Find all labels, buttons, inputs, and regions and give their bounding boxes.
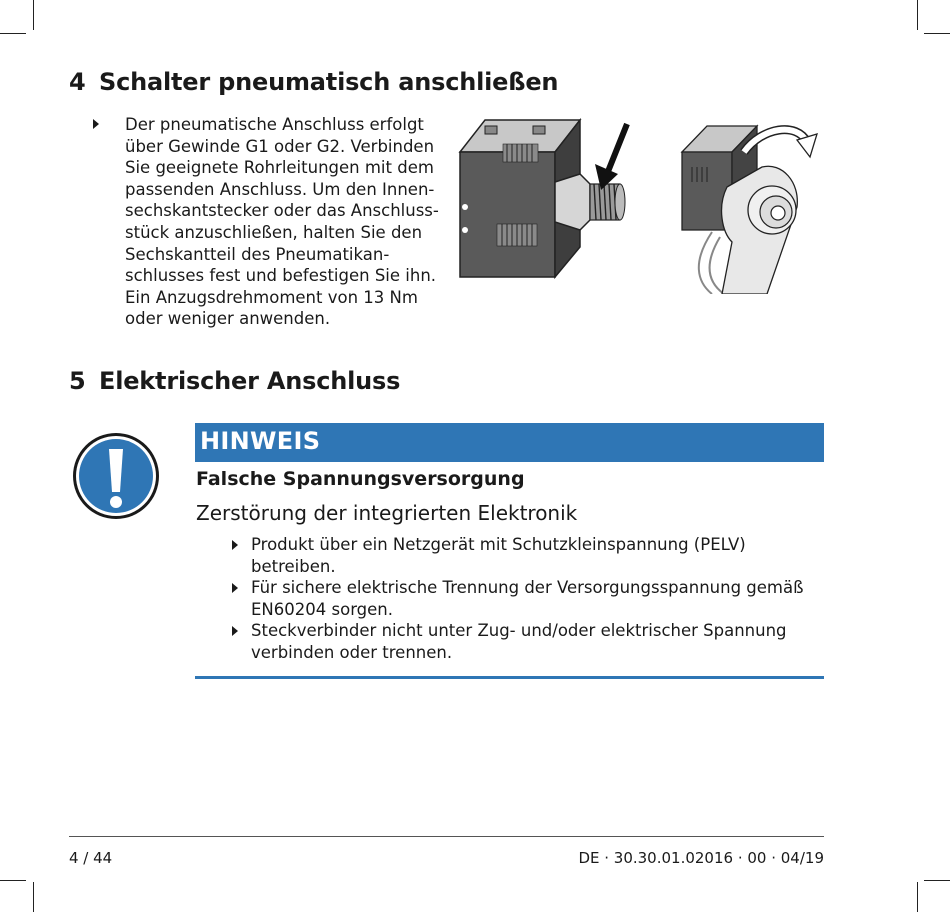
bullet-arrow-icon: [232, 583, 238, 593]
bullet-arrow-icon: [93, 119, 99, 129]
list-item-line: verbinden oder trennen.: [251, 642, 453, 662]
crop-mark: [917, 882, 918, 912]
crop-mark: [924, 33, 950, 34]
crop-mark: [917, 0, 918, 30]
bullet-arrow-icon: [232, 626, 238, 636]
paragraph-line: Der pneumatische Anschluss erfolgt: [125, 115, 424, 134]
section-5-heading: [69, 367, 400, 395]
notice-bottom-rule: [195, 676, 824, 679]
section-number: 4: [69, 68, 86, 96]
list-item: [232, 577, 832, 620]
paragraph-line: stück anzuschließen, halten Sie den: [125, 222, 423, 242]
section-4-heading: [69, 68, 558, 96]
paragraph-line: sechskantstecker oder das Anschluss-: [125, 201, 439, 221]
document-reference: DE · 30.30.01.02016 · 00 · 04/19: [578, 849, 824, 867]
list-item-line: betreiben.: [251, 556, 336, 576]
section-number: 5: [69, 367, 86, 395]
section-title: Schalter pneumatisch anschließen: [99, 68, 559, 96]
notice-header-bar: [195, 423, 824, 462]
bullet-arrow-icon: [232, 540, 238, 550]
crop-mark: [0, 33, 26, 34]
notice-instruction-list: [232, 534, 832, 664]
paragraph-line: Sie geeignete Rohrleitungen mit dem: [125, 158, 434, 178]
paragraph-line: Ein Anzugsdrehmoment von 13 Nm: [125, 287, 418, 307]
crop-mark: [33, 0, 34, 30]
section-title: Elektrischer Anschluss: [99, 367, 401, 395]
mandatory-exclamation-icon: [72, 432, 160, 520]
list-item-line: Für sichere elektrische Trennung der Versorgungsspannung gemäß: [251, 578, 804, 598]
list-item: [232, 620, 832, 663]
page-number: 4 / 44: [69, 849, 113, 867]
notice-label: HINWEIS: [200, 427, 321, 455]
crop-mark: [924, 880, 950, 881]
instruction-paragraph: [93, 114, 453, 330]
list-item-line: Produkt über ein Netzgerät mit Schutzkleinspannung (PELV): [251, 535, 746, 554]
crop-mark: [0, 880, 26, 881]
paragraph-line: passenden Anschluss. Um den Innen-: [125, 179, 435, 199]
notice-description: Zerstörung der integrierten Elektronik: [196, 501, 578, 525]
list-item-line: EN60204 sorgen.: [251, 599, 394, 619]
crop-mark: [33, 882, 34, 912]
notice-subtitle: Falsche Spannungsversorgung: [196, 468, 525, 490]
switch-port-illustration: [455, 112, 645, 287]
footer-divider: [69, 836, 824, 837]
paragraph-line: über Gewinde G1 oder G2. Verbinden: [125, 136, 435, 156]
list-item-line: Steckverbinder nicht unter Zug- und/oder elektrischer Spannung: [251, 621, 787, 641]
paragraph-line: Sechskantteil des Pneumatikan-: [125, 244, 390, 264]
paragraph-line: schlusses fest und befestigen Sie ihn.: [125, 266, 437, 286]
wrench-tightening-illustration: [672, 112, 824, 294]
list-item: [232, 534, 832, 577]
paragraph-line: oder weniger anwenden.: [125, 309, 331, 329]
